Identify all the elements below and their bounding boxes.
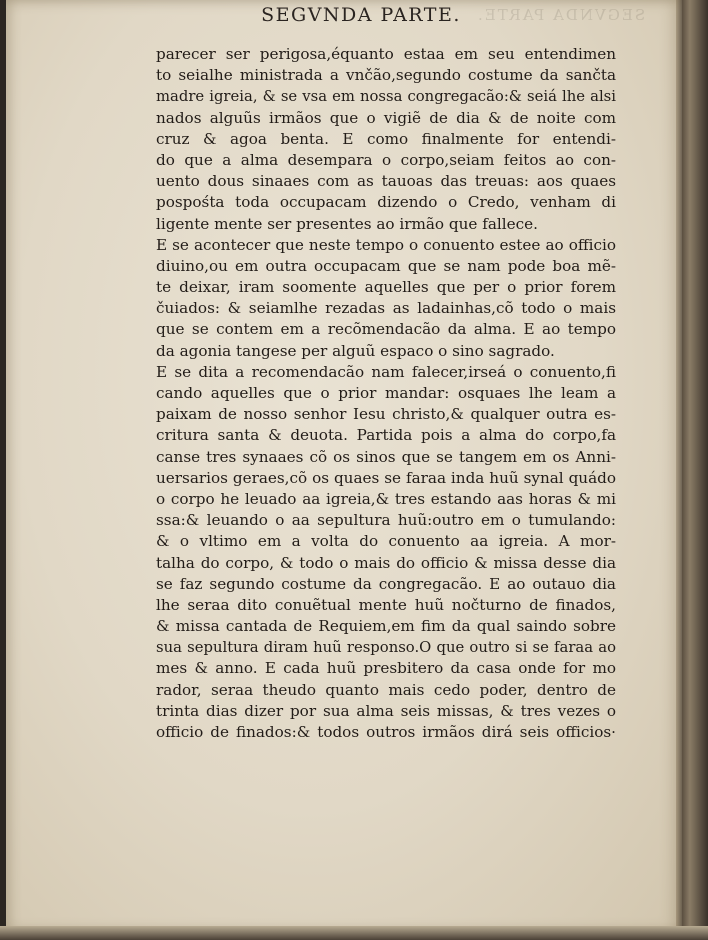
- text-line: te deixar, iram soomente aquelles que per o prior forem: [156, 278, 616, 297]
- text-line: que se contem em a recõmendacão da alma. E ao tempo: [156, 320, 616, 339]
- text-line: diuino,ou em outra occupacam que se nam pode boa mẽ-: [156, 256, 616, 275]
- book-edge-right: [682, 0, 708, 940]
- body-text: [156, 44, 616, 743]
- text-line: ligente mente ser presentes ao irmão que fallece.: [156, 214, 538, 233]
- text-line: E se dita a recomendacão nam falecer,irseá o conuento,fi: [156, 362, 616, 381]
- text-line: & o vltimo em a volta do conuento aa igreia. A mor-: [156, 532, 616, 551]
- text-line: parecer ser perigosa,équanto estaa em seu entendimen: [156, 45, 616, 63]
- text-line: nados alguũs irmãos que o vigiẽ de dia & de noite com: [156, 108, 616, 127]
- book-page: [6, 0, 682, 932]
- text-line: cando aquelles que o prior mandar: osquaes lhe leam a: [156, 384, 616, 402]
- text-line: do que a alma desempara o corpo,seiam feitos ao con-: [156, 150, 616, 169]
- text-line: & missa cantada de Requiem,em fim da qual saindo sobre: [156, 617, 616, 636]
- text-line: da agonia tangese per alguũ espaco o sino sagrado.: [156, 341, 555, 360]
- text-line: canse tres synaaes cõ os sinos que se tangem em os Anni-: [156, 447, 616, 466]
- text-line: madre igreia, & se vsa em nossa congregacão:& seiá lhe alsi: [156, 88, 616, 106]
- bleed-through-text: SEGVNDA PARTE.: [476, 6, 646, 24]
- text-line: to seialhe ministrada a vnčão,segundo costume da sančta: [156, 66, 616, 85]
- text-line: rador, seraa theudo quanto mais cedo poder, dentro de: [156, 680, 616, 699]
- text-line: uento dous sinaaes com as tauoas das treuas: aos quaes: [156, 172, 616, 191]
- text-line: cruz & agoa benta. E como finalmente for entendi-: [156, 129, 616, 148]
- text-line: officio de finados:& todos outros irmãos dirá seis officios·: [156, 723, 616, 741]
- text-line: paixam de nosso senhor Iesu christo,& qualquer outra es-: [156, 405, 616, 424]
- text-line: o corpo he leuado aa igreia,& tres estando aas horas & mi: [156, 489, 616, 508]
- text-line: pospośta toda occupacam dizendo o Credo, venham di: [156, 193, 616, 212]
- text-line: čuiados: & seiamlhe rezadas as ladainhas,cõ todo o mais: [156, 299, 616, 318]
- running-head: SEGVNDA PARTE.: [261, 4, 461, 26]
- text-line: critura santa & deuota. Partida pois a alma do corpo,fa: [156, 426, 616, 445]
- text-line: talha do corpo, & todo o mais do officio & missa desse dia: [156, 553, 616, 572]
- text-line: mes & anno. E cada huũ presbitero da casa onde for mo: [156, 659, 616, 678]
- text-line: lhe seraa dito conuẽtual mente huũ nočturno de finados,: [156, 595, 616, 614]
- text-line: se faz segundo costume da congregacão. E ao outauo dia: [156, 574, 616, 593]
- text-line: trinta dias dizer por sua alma seis missas, & tres vezes o: [156, 701, 616, 720]
- text-line: uersarios geraes,cõ os quaes se faraa inda huũ synal quádo: [156, 468, 616, 487]
- book-edge-bottom: [0, 926, 708, 940]
- text-line: sua sepultura diram huũ responso.O que outro si se faraa ao: [156, 639, 616, 657]
- text-line: E se acontecer que neste tempo o conuento estee ao officio: [156, 235, 616, 254]
- text-line: ssa:& leuando o aa sepultura huũ:outro em o tumulando:: [156, 511, 616, 530]
